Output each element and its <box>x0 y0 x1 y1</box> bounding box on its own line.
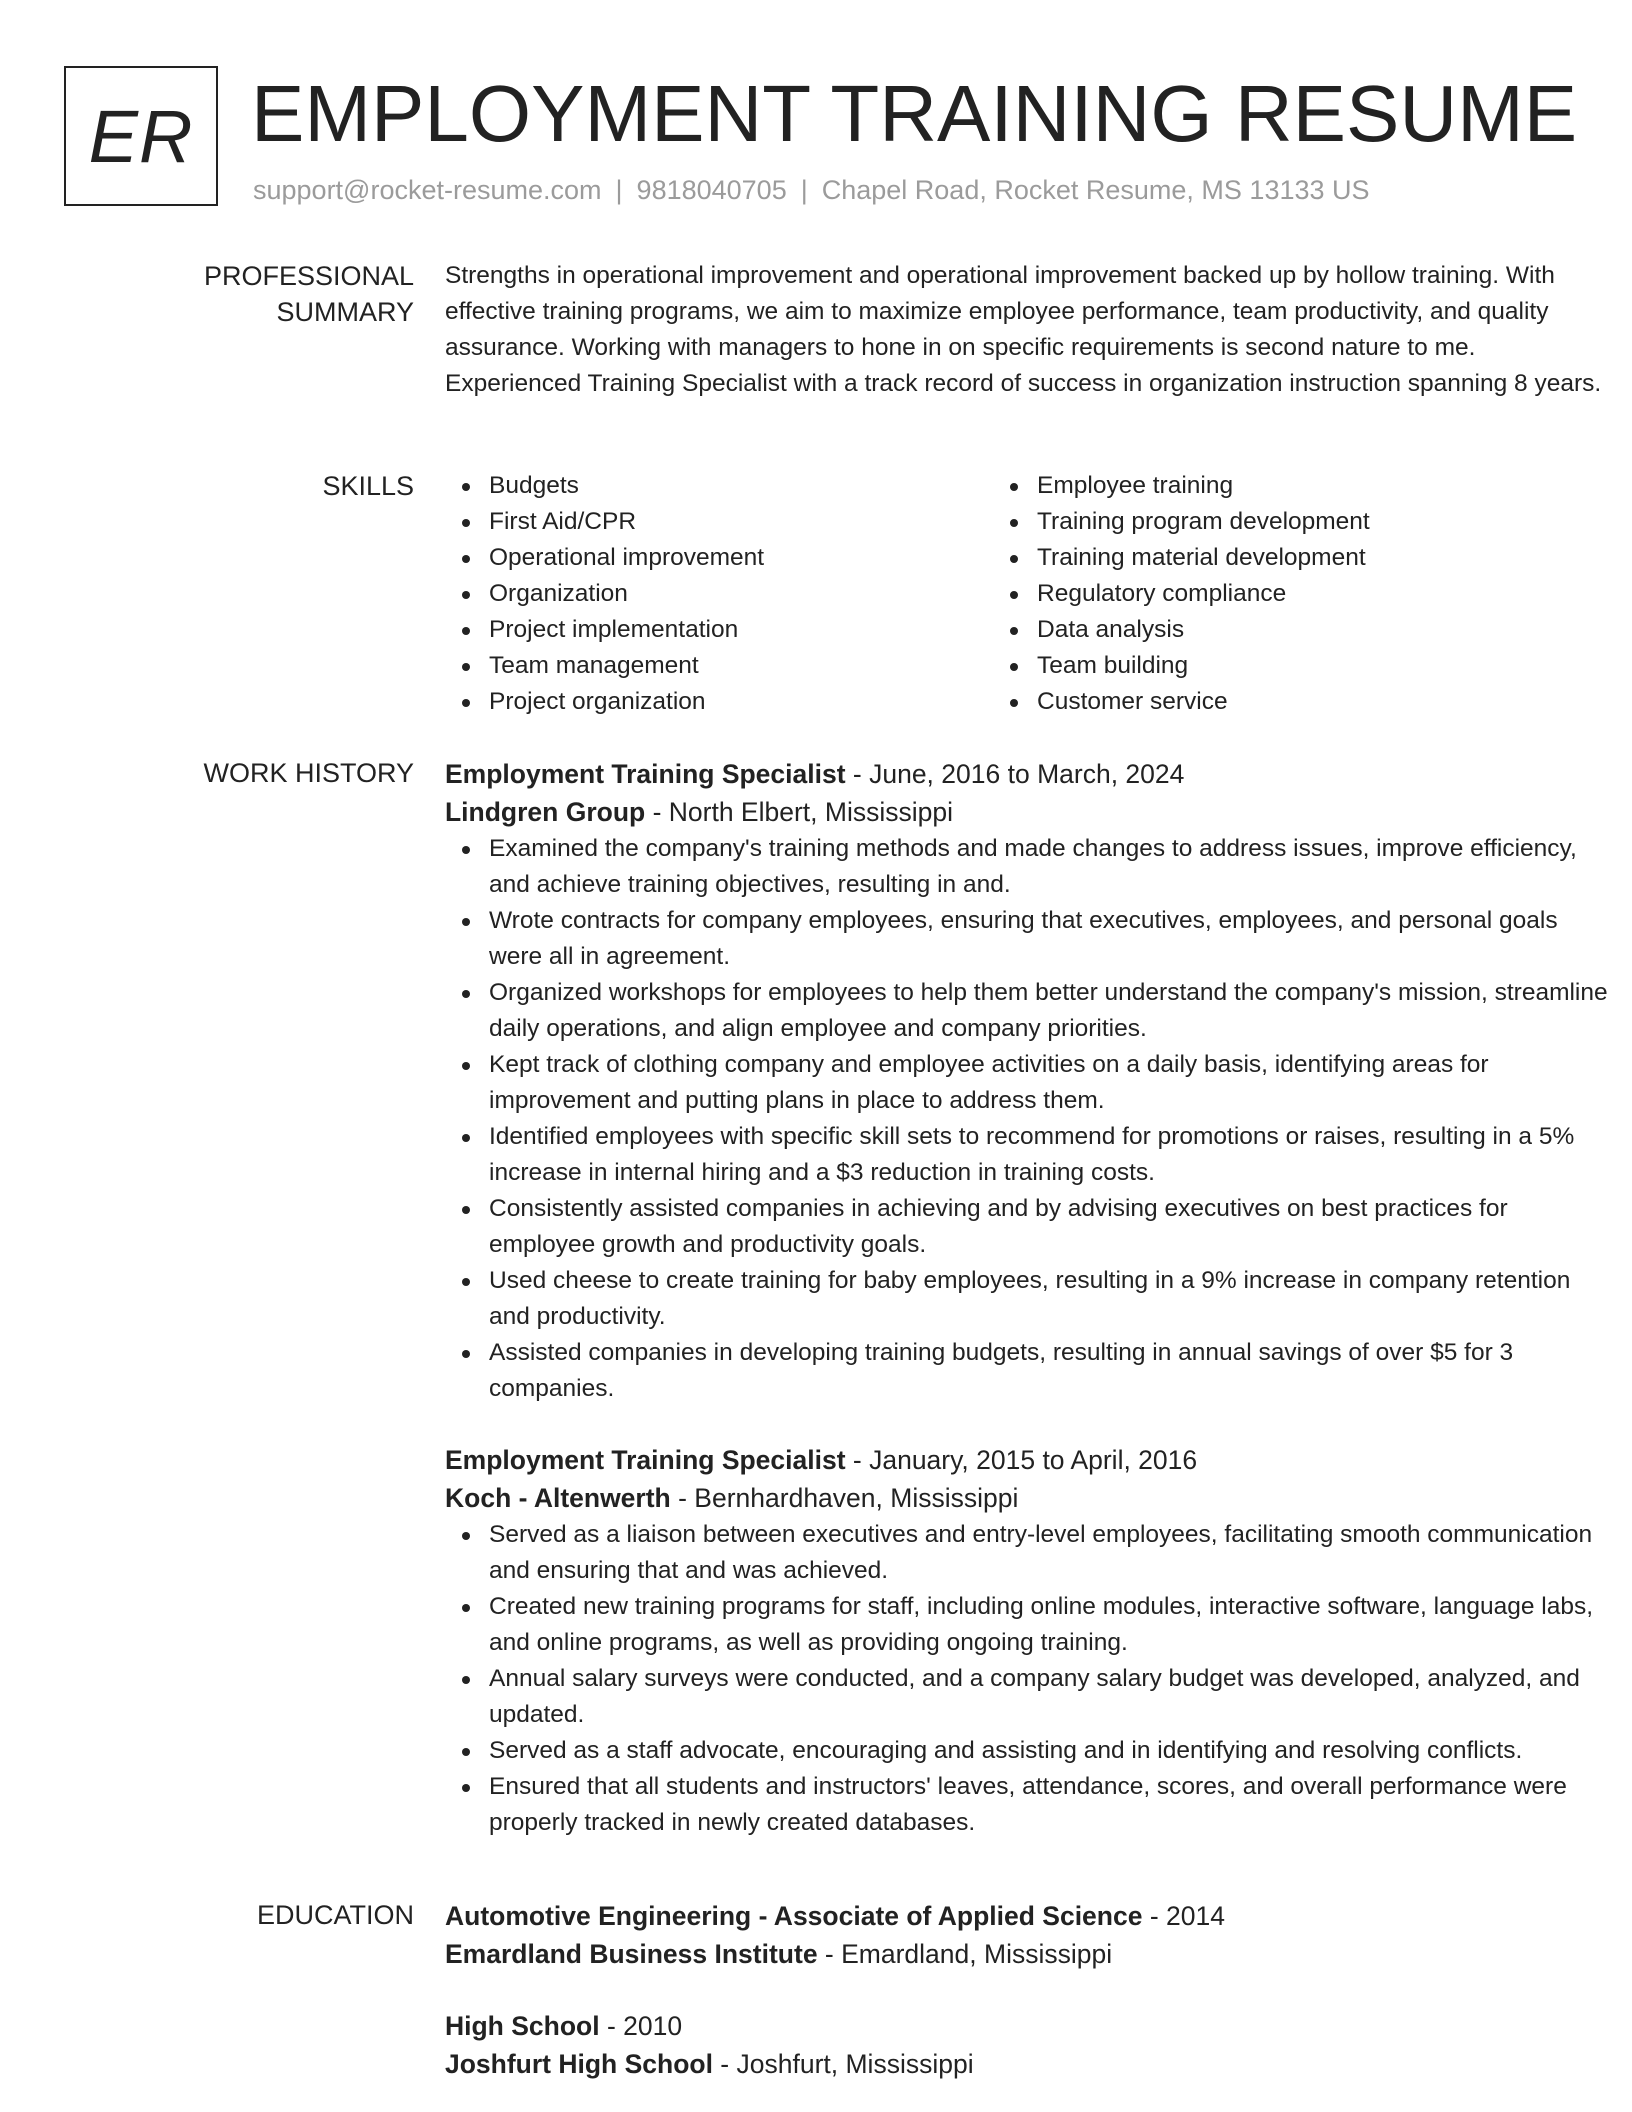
education-location: - Joshfurt, Mississippi <box>712 2049 974 2079</box>
work-history-body <box>445 755 1617 1841</box>
skill-item: First Aid/CPR <box>489 504 993 540</box>
job-location: - Bernhardhaven, Mississippi <box>670 1483 1019 1513</box>
skill-item: Data analysis <box>1037 612 1541 648</box>
skill-item: Regulatory compliance <box>1037 576 1541 612</box>
education-location: - Emardland, Mississippi <box>817 1939 1113 1969</box>
education-school: Emardland Business Institute <box>445 1939 818 1969</box>
education-label: EDUCATION <box>256 1900 414 1930</box>
skill-item: Training program development <box>1037 504 1541 540</box>
job-entry <box>445 1441 1617 1841</box>
contact-address: Chapel Road, Rocket Resume, MS 13133 US <box>821 175 1370 205</box>
skills-column-left <box>445 468 993 720</box>
education-entry <box>445 2007 1617 2083</box>
summary-label: PROFESSIONAL SUMMARY <box>203 261 414 327</box>
education-body <box>445 1897 1617 2083</box>
education-entry <box>445 1897 1617 1973</box>
contact-phone[interactable]: 9818040705 <box>636 175 787 205</box>
skill-item: Organization <box>489 576 993 612</box>
contact-line <box>253 174 1370 206</box>
job-bullet: Wrote contracts for company employees, ensuring that executives, employees, and personal goals were all in agreement. <box>489 903 1617 975</box>
job-bullet: Used cheese to create training for baby employees, resulting in a 9% increase in company retention and productivity. <box>489 1263 1617 1335</box>
contact-separator: | <box>800 175 808 205</box>
education-year: - 2010 <box>599 2011 683 2041</box>
job-entry <box>445 755 1617 1407</box>
job-title: Employment Training Specialist <box>445 1445 846 1475</box>
skill-item: Customer service <box>1037 684 1541 720</box>
skill-item: Project implementation <box>489 612 993 648</box>
resume-title: EMPLOYMENT TRAINING RESUME <box>251 69 1578 158</box>
job-dates: - January, 2015 to April, 2016 <box>845 1445 1198 1475</box>
job-bullet: Consistently assisted companies in achieving and by advising executives on best practices for employee growth and productivity goals. <box>489 1191 1617 1263</box>
skills-label: SKILLS <box>322 471 414 501</box>
job-bullet: Examined the company's training methods and made changes to address issues, improve efficiency, and achieve training objectives, resulting in and. <box>489 831 1617 903</box>
summary-text: Strengths in operational improvement and operational improvement backed up by hollow training. With effective training programs, we aim to maximize employee performance, team productivity, and quality assurance. Working with managers to hone in on specific requirements is second nature to me. Experienced Training Specialist with a track record of success in organization instruction spanning 8 years. <box>445 262 1602 397</box>
skill-item: Training material development <box>1037 540 1541 576</box>
job-title-line <box>445 1441 1617 1479</box>
education-school: Joshfurt High School <box>445 2049 713 2079</box>
job-title: Employment Training Specialist <box>445 759 846 789</box>
education-year: - 2014 <box>1142 1901 1225 1931</box>
job-bullet: Served as a staff advocate, encouraging and assisting and in identifying and resolving conflicts. <box>489 1733 1617 1769</box>
job-bullet: Kept track of clothing company and employee activities on a daily basis, identifying areas for improvement and putting plans in place to address them. <box>489 1047 1617 1119</box>
work-history-label: WORK HISTORY <box>203 758 414 788</box>
job-bullet: Annual salary surveys were conducted, and a company salary budget was developed, analyzed, and updated. <box>489 1661 1617 1733</box>
education-degree-line <box>445 2007 1617 2045</box>
skill-item: Project organization <box>489 684 993 720</box>
job-company: Koch - Altenwerth <box>445 1483 671 1513</box>
job-bullet: Ensured that all students and instructors' leaves, attendance, scores, and overall performance were properly tracked in newly created databases. <box>489 1769 1617 1841</box>
resume-header <box>64 64 1578 214</box>
skill-item: Team management <box>489 648 993 684</box>
skill-item: Budgets <box>489 468 993 504</box>
skill-item: Employee training <box>1037 468 1541 504</box>
job-company-line <box>445 793 1617 831</box>
education-school-line <box>445 2045 1617 2083</box>
job-bullet: Served as a liaison between executives and entry-level employees, facilitating smooth communication and ensuring that and was achieved. <box>489 1517 1617 1589</box>
contact-separator: | <box>615 175 623 205</box>
monogram-logo: ER <box>64 66 218 206</box>
job-company: Lindgren Group <box>445 797 646 827</box>
education-degree: Automotive Engineering - Associate of Applied Science <box>445 1901 1143 1931</box>
skill-item: Operational improvement <box>489 540 993 576</box>
job-title-line <box>445 755 1617 793</box>
contact-email[interactable]: support@rocket-resume.com <box>253 175 602 205</box>
skills-list <box>445 468 1617 720</box>
education-school-line <box>445 1935 1617 1973</box>
job-bullet: Organized workshops for employees to help them better understand the company's mission, streamline daily operations, and align employee and company priorities. <box>489 975 1617 1047</box>
education-degree-line <box>445 1897 1617 1935</box>
job-company-line <box>445 1479 1617 1517</box>
job-dates: - June, 2016 to March, 2024 <box>845 759 1185 789</box>
job-location: - North Elbert, Mississippi <box>645 797 953 827</box>
skills-column-right <box>993 468 1541 720</box>
skill-item: Team building <box>1037 648 1541 684</box>
job-bullets <box>445 1517 1617 1841</box>
job-bullet: Assisted companies in developing training budgets, resulting in annual savings of over $5 for 3 companies. <box>489 1335 1617 1407</box>
education-degree: High School <box>445 2011 600 2041</box>
job-bullet: Identified employees with specific skill sets to recommend for promotions or raises, resulting in a 5% increase in internal hiring and a $3 reduction in training costs. <box>489 1119 1617 1191</box>
job-bullets <box>445 831 1617 1407</box>
job-bullet: Created new training programs for staff, including online modules, interactive software, language labs, and online programs, as well as providing ongoing training. <box>489 1589 1617 1661</box>
